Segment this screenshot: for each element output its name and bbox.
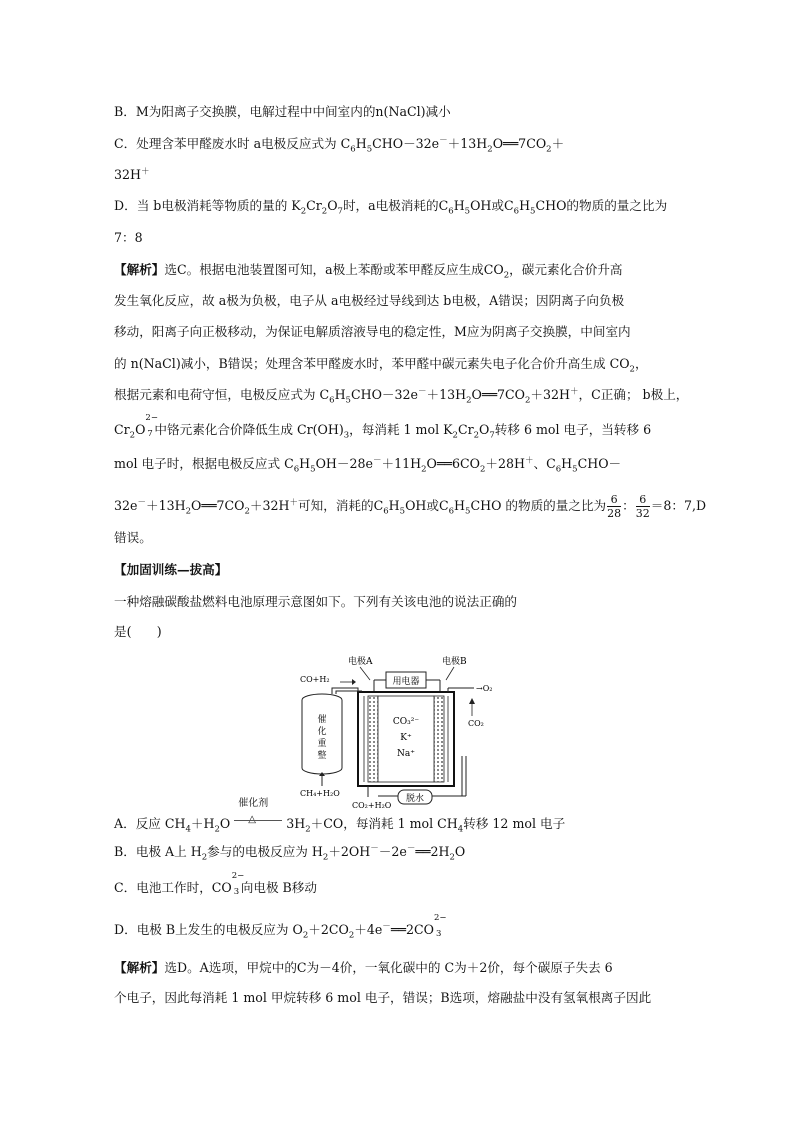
option-c-previous: C．处理含苯甲醛废水时 a电极反应式为 $C_6H_5CHO-32e^-+13H_2O══7CO_2+$: [114, 135, 565, 155]
question-line-1: 一种熔融碳酸盐燃料电池原理示意图如下。下列有关该电池的说法正确的: [114, 594, 517, 609]
analysis-line-5: 根据元素和电荷守恒，电极反应式为 $C_6H_5CHO-32e^-+13H_2O══7CO_2+32H^+$，C正确； b极上，: [114, 386, 689, 406]
dehydrate-label: 脱水: [405, 794, 425, 804]
option-c-continuation: 32H＋: [114, 166, 150, 182]
ion-carbonate: CO₃²⁻: [392, 717, 420, 727]
o2-outlet-label: →O₂: [476, 684, 493, 693]
analysis-line-1: 【解析】选C。根据电池装置图可知，a极上苯酚或苯甲醛反应生成$CO_2$，碳元素化合价升高: [114, 262, 623, 281]
co2-label: CO₂: [468, 719, 484, 728]
option-b: B．电极 A上 $H_2$参与的电极反应为 $H_2+2OH^--2e^-══2H_2O$: [114, 843, 466, 863]
feed-ch4-h2o-label: CH₄+H₂O: [300, 789, 340, 798]
reformer-char-3: 重: [317, 739, 327, 749]
fraction-6-28: $\frac{6}{28}$: [607, 493, 622, 520]
reformer-char-2: 化: [317, 727, 327, 737]
option-d-continuation: 7：8: [114, 230, 143, 245]
analysis-line-4: 的 n(NaCl)减小，B错误；处理含苯甲醛废水时，苯甲醛中碳元素失电子化合价升高生成 $CO_2$，: [114, 356, 648, 375]
electrode-b: [434, 696, 444, 782]
catalyst-label: 催化剂: [238, 797, 269, 809]
option-d-previous: D．当 b电极消耗等物质的量的 $K_2Cr_2O_7$时，a电极消耗的$C_6H_5OH$或$C_6H_5CHO$的物质的量之比为: [114, 198, 668, 217]
ion-sodium: Na⁺: [397, 749, 415, 759]
electrode-a: [368, 696, 378, 782]
analysis2-line-1: 【解析】选D。A选项，甲烷中的C为－4价，一氧化碳中的 C为＋2价，每个碳原子失去 6: [114, 960, 613, 975]
analysis-line-3: 移动，阳离子向正极移动，为保证电解质溶液导电的稳定性，M应为阴离子交换膜，中间室内: [114, 324, 631, 339]
reformer-char-4: 整: [317, 751, 327, 761]
question-line-2: 是( ): [114, 624, 162, 639]
option-c: C．电池工作时，CO 2− 3 向电极 B移动: [114, 871, 317, 897]
inlet-co-h2-label: CO+H₂: [300, 675, 330, 684]
reformer-char-1: 催: [317, 715, 327, 725]
analysis-line-2: 发生氧化反应，故 a极为负极，电子从 a电极经过导线到达 b电极，A错误；因阴离子向负极: [114, 293, 625, 308]
appliance-label: 用电器: [392, 677, 420, 687]
option-a: A．反应 $CH_4+H_2O$ 催化剂 △ $3H_2+CO$，每消耗 1 mol $CH_4$转移 12 mol 电子: [114, 814, 565, 834]
fraction-6-32: $\frac{6}{32}$: [635, 493, 650, 520]
analysis-line-6: $Cr_2O$ 2− 7 中铬元素化合价降低生成 $Cr(OH)_3$，每消耗 1 mol $K_2Cr_2O_7$转移 6 mol 电子，当转移 6: [114, 413, 652, 441]
heat-symbol: △: [248, 813, 256, 825]
option-b-previous: B．M为阳离子交换膜，电解过程中中间室内的n(NaCl)减小: [114, 104, 451, 119]
electrode-a-label: 电极A: [348, 657, 373, 667]
analysis2-line-2: 个电子，因此每消耗 1 mol 甲烷转移 6 mol 电子，错误；B选项，熔融盐中没有氢氧根离子因此: [114, 990, 652, 1005]
section-heading: 【加固训练—拔高】: [114, 562, 228, 577]
analysis-line-9: 错误。: [114, 530, 152, 545]
ion-potassium: K⁺: [400, 733, 412, 743]
analysis-line-8: $32e^-+13H_2O══7CO_2+32H^+$可知，消耗的$C_6H_5OH$或$C_6H_5CHO$ 的物质的量之比为 $\frac{6}{28}$ ： $\frac{6}{32}$ ＝8：7,D: [114, 493, 707, 520]
analysis2-tag: 【解析】: [114, 960, 165, 975]
co2-h2o-label: CO₂+H₂O: [352, 801, 392, 810]
analysis-line-7: mol 电子时，根据电极反应式 $C_6H_5OH-28e^-+11H_2O══6CO_2+28H^+$、$C_6H_5CHO-$: [114, 455, 622, 475]
analysis-tag: 【解析】: [114, 262, 165, 277]
fuel-cell-diagram: [296, 652, 508, 812]
electrode-b-label: 电极B: [442, 657, 467, 667]
option-d: D．电极 B上发生的电极反应为 $O_2+2CO_2+4e^-══2CO$ 2− 3: [114, 913, 447, 941]
